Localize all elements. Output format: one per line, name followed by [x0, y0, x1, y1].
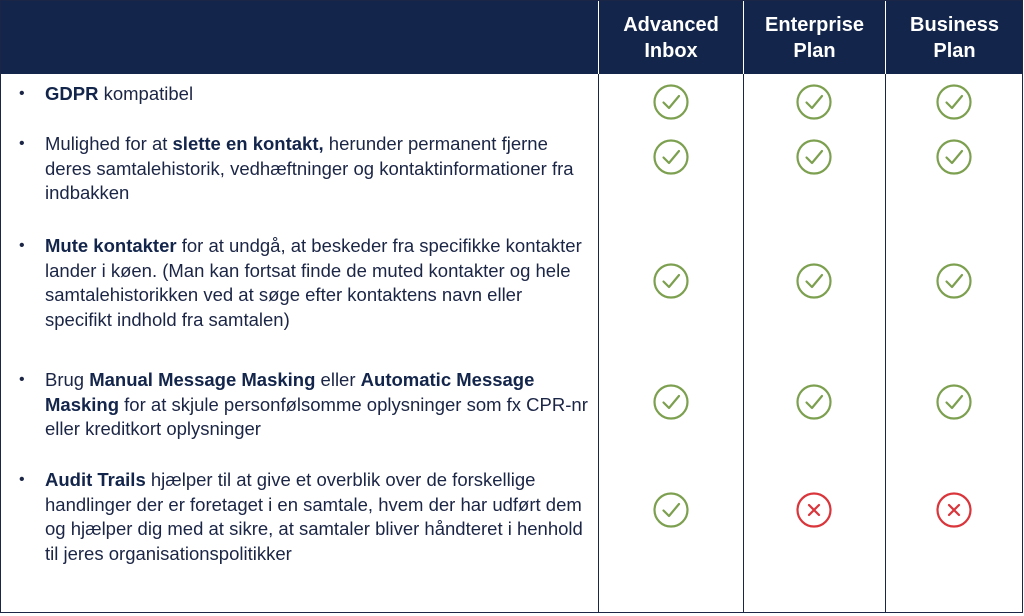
bullet-icon: •	[19, 135, 25, 152]
check-icon	[935, 383, 973, 421]
feature-text: for at skjule personfølsomme oplysninger som fx CPR-nr eller kreditkort oplysninger	[45, 393, 588, 439]
column-header-business-plan: Business Plan	[910, 13, 999, 62]
feature-description	[45, 368, 590, 442]
check-icon	[652, 138, 690, 176]
feature-highlight: Manual Message Masking	[89, 369, 316, 390]
feature-text: herunder permanent fjerne deres samtalehistorik, vedhæftninger og kontaktinformationer fra indbakken	[45, 133, 574, 203]
check-icon	[935, 83, 973, 121]
feature-highlight: Mute kontakter	[45, 235, 177, 256]
check-icon	[795, 383, 833, 421]
feature-text: eller	[315, 369, 361, 390]
header-divider	[743, 1, 744, 74]
feature-highlight: Audit Trails	[45, 469, 146, 490]
check-icon	[652, 383, 690, 421]
column-header-advanced-inbox: Advanced Inbox	[623, 13, 719, 62]
table-header	[1, 1, 1022, 74]
feature-description	[45, 132, 590, 206]
check-icon	[795, 262, 833, 300]
bullet-icon: •	[19, 471, 25, 488]
feature-highlight: slette en kontakt,	[172, 133, 324, 154]
bullet-icon: •	[19, 85, 25, 102]
cross-icon	[795, 491, 833, 529]
header-divider	[885, 1, 886, 74]
bullet-icon: •	[19, 371, 25, 388]
table-body	[1, 74, 1022, 612]
check-icon	[652, 491, 690, 529]
bullet-icon: •	[19, 237, 25, 254]
feature-text: Mulighed for at	[45, 133, 173, 154]
feature-description	[45, 82, 590, 107]
feature-text: kompatibel	[98, 83, 194, 104]
check-icon	[652, 83, 690, 121]
cross-icon	[935, 491, 973, 529]
check-icon	[935, 138, 973, 176]
feature-highlight: GDPR	[45, 83, 99, 104]
feature-description	[45, 468, 590, 566]
column-header-enterprise-plan: Enterprise Plan	[765, 13, 864, 62]
feature-highlight: Automatic Message Masking	[45, 369, 535, 415]
check-icon	[935, 262, 973, 300]
feature-text: Brug	[45, 369, 90, 390]
feature-text: hjælper til at give et overblik over de forskellige handlinger der er foretaget i en samtale, hvem der har udført dem og hjælper dig med at sikre, at samtaler bliver håndteret i henhold til jeres organisationspolitikker	[45, 469, 583, 564]
check-icon	[652, 262, 690, 300]
check-icon	[795, 138, 833, 176]
header-divider	[598, 1, 599, 74]
feature-description	[45, 234, 590, 332]
check-icon	[795, 83, 833, 121]
feature-text: for at undgå, at beskeder fra specifikke kontakter lander i køen. (Man kan fortsat finde de muted kontakter og hele samtalehistorikken ved at søge efter kontaktens navn eller specifikt indhold fra samtalen)	[45, 235, 582, 330]
